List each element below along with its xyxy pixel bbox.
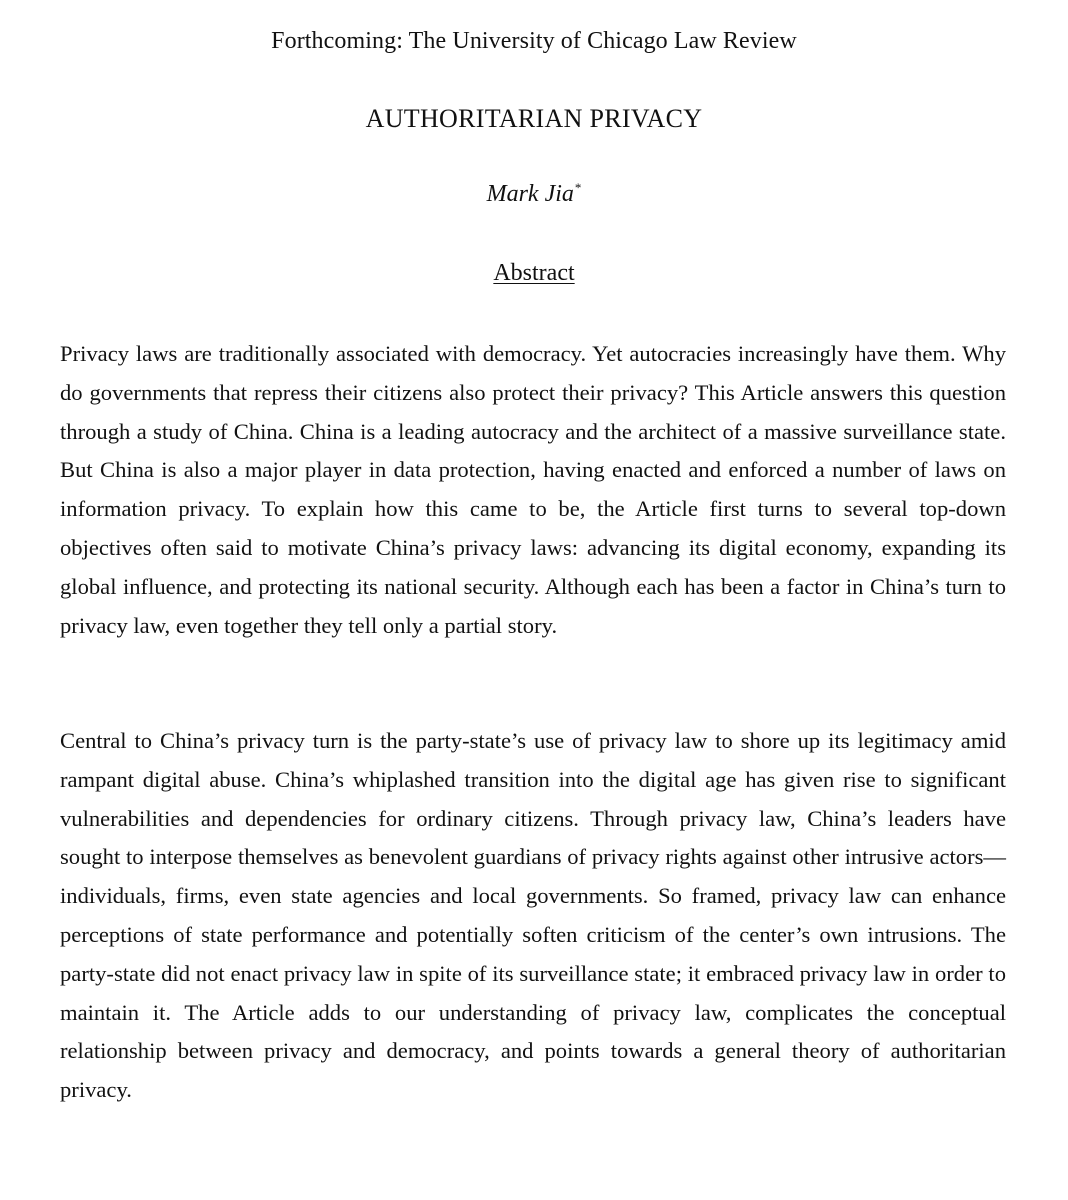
- abstract-paragraph-2: Central to China’s privacy turn is the party-state’s use of privacy law to shore up its legitimacy amid rampant digital abuse. China’s whiplashed transition into the digital age has given rise to significant vulnerabilities and dependencies for ordinary citizens. Through privacy law, China’s leaders have sought to interpose themselves as benevolent guardians of privacy rights against other intrusive actors—individuals, firms, even state agencies and local governments. So framed, privacy law can enhance perceptions of state performance and potentially soften criticism of the center’s own intrusions. The party-state did not enact privacy law in spite of its surveillance state; it embraced privacy law in order to maintain it. The Article adds to our understanding of privacy law, complicates the conceptual relationship between privacy and democracy, and points towards a general theory of authoritarian privacy.: [60, 728, 1006, 1103]
- author-name: Mark Jia: [486, 181, 574, 207]
- author-footnote-marker: *: [574, 180, 582, 195]
- article-title: AUTHORITARIAN PRIVACY: [365, 104, 703, 133]
- journal-line: Forthcoming: The University of Chicago Law Review: [271, 28, 797, 54]
- abstract-heading-text: Abstract: [493, 260, 575, 286]
- author-line: [0, 181, 1068, 208]
- abstract-heading: [0, 260, 1068, 287]
- abstract-paragraph-1: Privacy laws are traditionally associated with democracy. Yet autocracies increasingly have them. Why do governments that repress their citizens also protect their privacy? This Article answers this question through a study of China. China is a leading autocracy and the architect of a massive surveillance state. But China is also a major player in data protection, having enacted and enforced a number of laws on information privacy. To explain how this came to be, the Article first turns to several top-down objectives often said to motivate China’s privacy laws: advancing its digital economy, expanding its global influence, and protecting its national security. Although each has been a factor in China’s turn to privacy law, even together they tell only a partial story.: [60, 341, 1006, 638]
